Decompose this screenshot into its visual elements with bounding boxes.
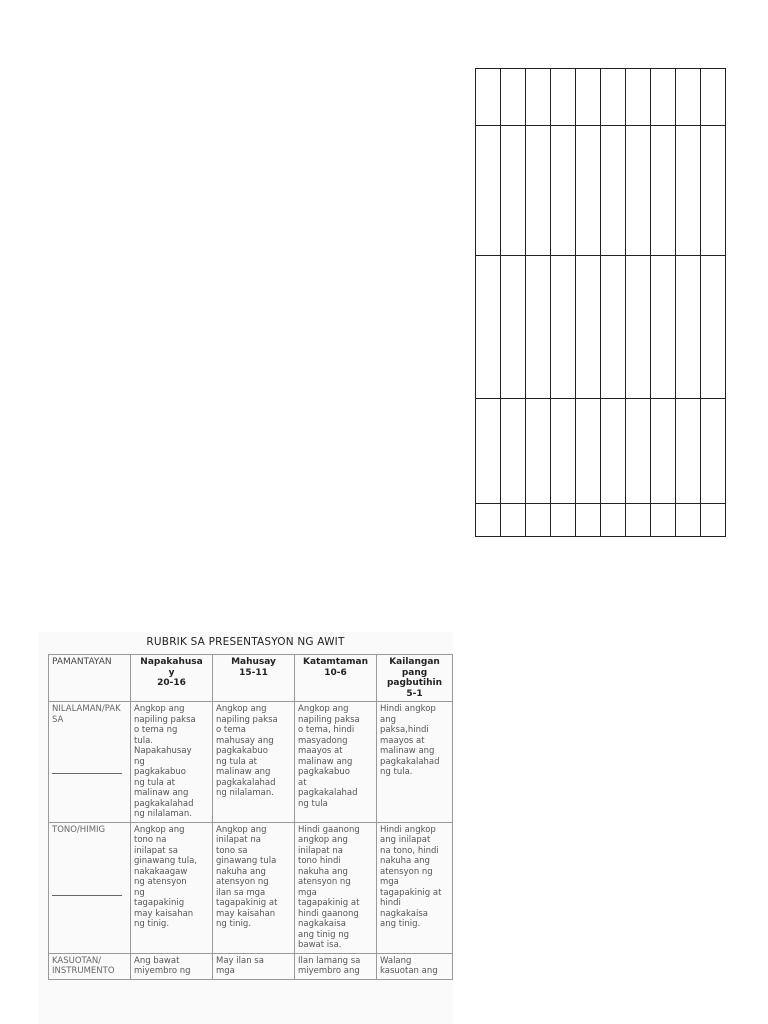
rubric-cell: Angkop ang napiling paksa o tema, hindi masyadong maayos at malinaw ang pagkakabuo at pagkakalahad ng tula xyxy=(295,702,377,823)
grid-cell xyxy=(526,69,551,126)
rubric-cell: Angkop ang inilapat na tono sa ginawang tula nakuha ang atensyon ng ilan sa mga tagapakinig at may kaisahan ng tinig. xyxy=(213,822,295,953)
grid-cell xyxy=(651,399,676,504)
grid-row xyxy=(476,126,726,256)
rubric-title: RUBRIK SA PRESENTASYON NG AWIT xyxy=(146,636,345,648)
rubric-header-cell: Mahusay 15-11 xyxy=(213,655,295,702)
grid-cell xyxy=(526,256,551,399)
grid-cell xyxy=(701,69,726,126)
grid-cell xyxy=(601,504,626,537)
grid-cell xyxy=(626,126,651,256)
grid-cell xyxy=(701,399,726,504)
grid-row xyxy=(476,399,726,504)
grid-cell xyxy=(626,504,651,537)
grid-cell xyxy=(476,69,501,126)
grid-cell xyxy=(551,126,576,256)
grid-cell xyxy=(526,504,551,537)
grid-cell xyxy=(551,256,576,399)
rubric-criterion: NILALAMAN/PAK SA xyxy=(49,702,131,823)
grid-cell xyxy=(576,126,601,256)
grid-cell xyxy=(676,126,701,256)
grid-cell xyxy=(701,126,726,256)
rubric-cell: Angkop ang napiling paksa o tema mahusay ang pagkakabuo ng tula at malinaw ang pagkakalahad ng nilalaman. xyxy=(213,702,295,823)
rubric-header-cell: Katamtaman 10-6 xyxy=(295,655,377,702)
blank-score-line xyxy=(52,895,122,896)
rubric-cell: Angkop ang napiling paksa o tema ng tula. Napakahusay ng pagkakabuo ng tula at malinaw ang pagkakalahad ng nilalaman. xyxy=(131,702,213,823)
grid-row xyxy=(476,256,726,399)
rubric-cell: Walang kasuotan ang xyxy=(377,953,453,979)
grid-cell xyxy=(676,69,701,126)
grid-cell xyxy=(576,256,601,399)
rubric-header-cell: Kailangan pang pagbutihin 5-1 xyxy=(377,655,453,702)
rubric-cell: Ang bawat miyembro ng xyxy=(131,953,213,979)
grid-cell xyxy=(526,399,551,504)
grid-cell xyxy=(501,399,526,504)
grid-cell xyxy=(501,256,526,399)
rubric-cell: Hindi angkop ang inilapat na tono, hindi nakuha ang atensyon ng mga tagapakinig at hindi nagkakaisa ang tinig. xyxy=(377,822,453,953)
rubric-cell: May ilan sa mga xyxy=(213,953,295,979)
grid-cell xyxy=(501,69,526,126)
rubric-table xyxy=(48,654,453,980)
grid-cell xyxy=(551,69,576,126)
rubric-cell: Angkop ang tono na inilapat sa ginawang tula, nakakaagaw ng atensyon ng tagapakinig may kaisahan ng tinig. xyxy=(131,822,213,953)
rubric-cell: Hindi angkop ang paksa,hindi maayos at malinaw ang pagkakalahad ng tula. xyxy=(377,702,453,823)
grid-cell xyxy=(476,126,501,256)
rubric-header-cell: PAMANTAYAN xyxy=(49,655,131,702)
grid-cell xyxy=(601,126,626,256)
rubric-row xyxy=(49,702,453,823)
grid-cell xyxy=(651,69,676,126)
grid-cell xyxy=(626,256,651,399)
rubric-criterion: TONO/HIMIG xyxy=(49,822,131,953)
grid-cell xyxy=(626,69,651,126)
rubric-row xyxy=(49,953,453,979)
grid-cell xyxy=(676,256,701,399)
grid-cell xyxy=(701,504,726,537)
rubric-cell: Ilan lamang sa miyembro ang xyxy=(295,953,377,979)
grid-row xyxy=(476,69,726,126)
rubric-header-row xyxy=(49,655,453,702)
grid-cell xyxy=(551,504,576,537)
grid-cell xyxy=(576,504,601,537)
grid-cell xyxy=(651,126,676,256)
grid-cell xyxy=(651,504,676,537)
grid-cell xyxy=(526,126,551,256)
grid-cell xyxy=(676,504,701,537)
grid-cell xyxy=(476,256,501,399)
grid-cell xyxy=(601,69,626,126)
grid-row xyxy=(476,504,726,537)
rubric-image xyxy=(38,632,453,1024)
blank-score-line xyxy=(52,773,122,774)
grid-cell xyxy=(626,399,651,504)
grid-cell xyxy=(551,399,576,504)
grid-cell xyxy=(701,256,726,399)
grid-cell xyxy=(501,504,526,537)
grid-cell xyxy=(476,399,501,504)
rubric-header-cell: Napakahusa y 20-16 xyxy=(131,655,213,702)
grid-cell xyxy=(601,399,626,504)
rubric-cell: Hindi gaanong angkop ang inilapat na tono hindi nakuha ang atensyon ng mga tagapakinig at hindi gaanong nagkakaisa ang tinig ng bawat isa. xyxy=(295,822,377,953)
grid-cell xyxy=(651,256,676,399)
grid-cell xyxy=(576,69,601,126)
empty-grid-table xyxy=(475,68,726,537)
grid-cell xyxy=(576,399,601,504)
rubric-row xyxy=(49,822,453,953)
rubric-criterion: KASUOTAN/ INSTRUMENTO xyxy=(49,953,131,979)
grid-cell xyxy=(601,256,626,399)
grid-cell xyxy=(476,504,501,537)
grid-cell xyxy=(501,126,526,256)
grid-cell xyxy=(676,399,701,504)
